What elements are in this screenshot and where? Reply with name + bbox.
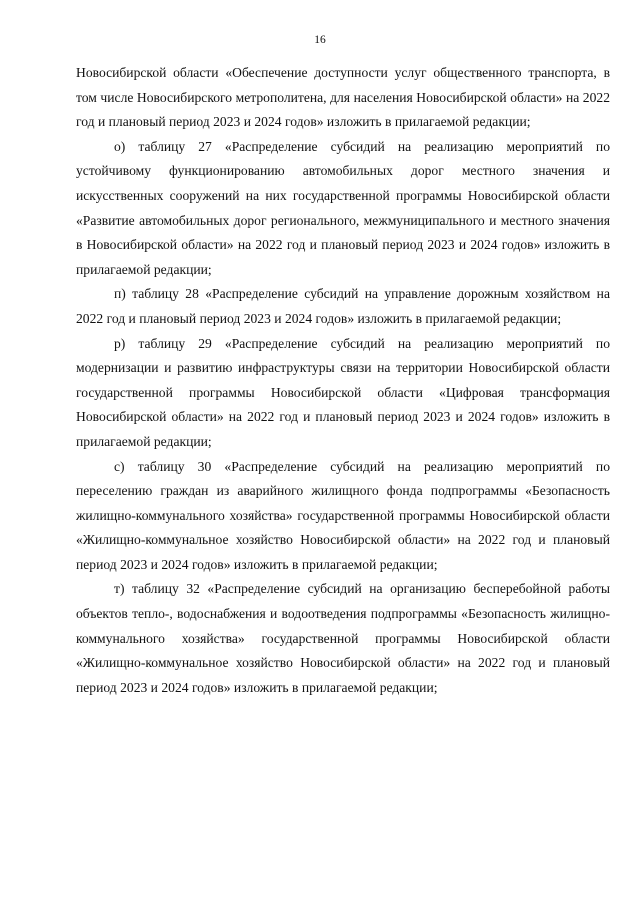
paragraph-continuation: Новосибирской области «Обеспечение доступности услуг общественного транспорта, в том числе Новосибирского метрополитена, для населения Новосибирской области» на 2022 год и плановый период 2023 и 2024 годов» изложить в прилагаемой редакции;	[76, 65, 610, 130]
paragraph-item-s: с) таблицу 30 «Распределение субсидий на реализацию мероприятий по переселению граждан из аварийного жилищного фонда подпрограммы «Безопасность жилищно-коммунального хозяйства» государственной программы Новосибирской области «Жилищно-коммунальное хозяйство Новосибирской области» на 2022 год и плановый период 2023 и 2024 годов» изложить в прилагаемой редакции;	[76, 458, 610, 572]
paragraph-item-o: о) таблицу 27 «Распределение субсидий на реализацию мероприятий по устойчивому функционированию автомобильных дорог местного значения и искусственных сооружений на них государственной программы Новосибирской области «Развитие автомобильных дорог регионального, межмуниципального и местного значения в Новосибирской области» на 2022 год и плановый период 2023 и 2024 годов» изложить в прилагаемой редакции;	[76, 138, 610, 277]
paragraph-item-t: т) таблицу 32 «Распределение субсидий на организацию бесперебойной работы объектов тепло-, водоснабжения и водоотведения подпрограммы «Безопасность жилищно-коммунального хозяйства» государственной программы Новосибирской области «Жилищно-коммунальное хозяйство Новосибирской области» на 2022 год и плановый период 2023 и 2024 годов» изложить в прилагаемой редакции;	[76, 581, 610, 695]
paragraph-item-p: п) таблицу 28 «Распределение субсидий на управление дорожным хозяйством на 2022 год и плановый период 2023 и 2024 годов» изложить в прилагаемой редакции;	[76, 286, 610, 326]
paragraph-item-r: р) таблицу 29 «Распределение субсидий на реализацию мероприятий по модернизации и развитию инфраструктуры связи на территории Новосибирской области государственной программы Новосибирской области «Цифровая трансформация Новосибирской области» на 2022 год и плановый период 2023 и 2024 годов» изложить в прилагаемой редакции;	[76, 335, 610, 449]
document-body	[76, 61, 610, 700]
page-number: 16	[314, 34, 326, 46]
